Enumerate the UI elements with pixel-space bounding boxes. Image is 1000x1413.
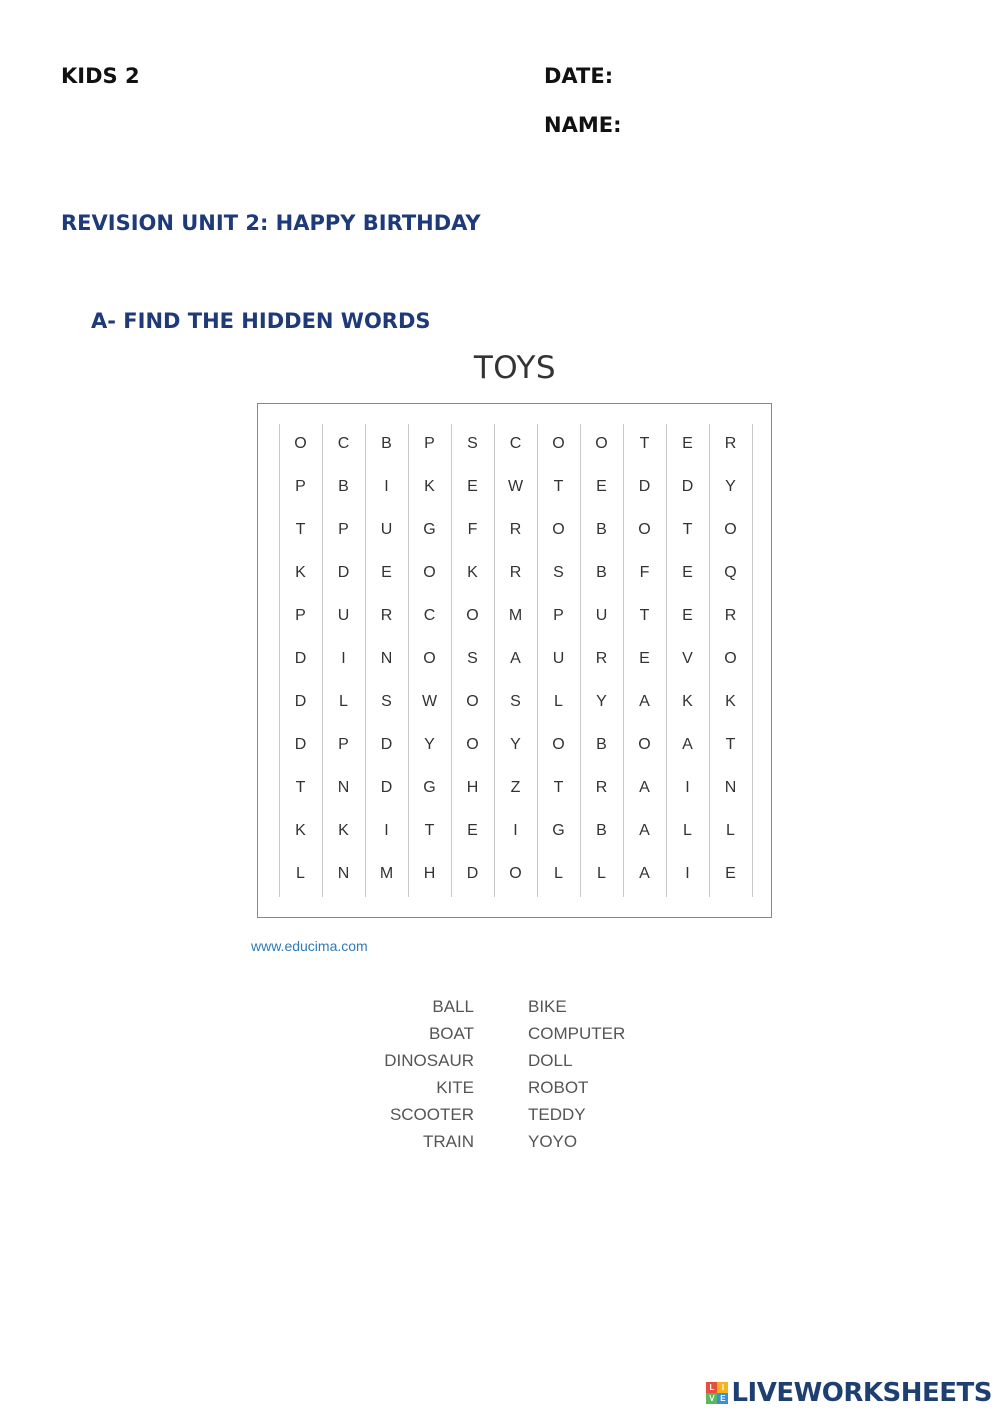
grid-letter[interactable]: W: [421, 693, 438, 710]
grid-letter[interactable]: O: [423, 650, 436, 667]
grid-letter[interactable]: G: [552, 822, 565, 839]
grid-letter[interactable]: K: [725, 693, 736, 710]
grid-letter[interactable]: F: [639, 564, 650, 581]
logo-square: I: [717, 1382, 728, 1393]
grid-letter[interactable]: K: [682, 693, 693, 710]
grid-letter[interactable]: I: [341, 650, 346, 667]
grid-letter[interactable]: E: [467, 822, 478, 839]
grid-letter[interactable]: P: [424, 435, 435, 452]
grid-letter[interactable]: K: [338, 822, 349, 839]
grid-letter[interactable]: G: [423, 779, 436, 796]
grid-letter[interactable]: P: [295, 478, 306, 495]
grid-letter[interactable]: O: [724, 521, 737, 538]
grid-letter[interactable]: E: [725, 865, 736, 882]
logo-text: LIVEWORKSHEETS: [731, 1378, 992, 1408]
logo-square: E: [717, 1393, 728, 1404]
grid-letter[interactable]: O: [638, 736, 651, 753]
grid-letter[interactable]: O: [552, 521, 565, 538]
grid-letter[interactable]: E: [682, 607, 693, 624]
word-search-grid: [279, 424, 751, 897]
grid-letter[interactable]: R: [509, 564, 522, 581]
grid-letter[interactable]: L: [296, 865, 305, 882]
grid-letter[interactable]: E: [596, 478, 607, 495]
grid-letter[interactable]: B: [596, 564, 607, 581]
grid-letter[interactable]: D: [294, 650, 307, 667]
grid-letter[interactable]: F: [467, 521, 478, 538]
grid-letter[interactable]: D: [466, 865, 479, 882]
grid-letter[interactable]: E: [467, 478, 478, 495]
date-label: DATE:: [544, 64, 614, 88]
grid-letter[interactable]: T: [424, 822, 435, 839]
word-list-item: BIKE: [528, 997, 567, 1016]
grid-letter[interactable]: L: [683, 822, 692, 839]
grid-letter[interactable]: O: [466, 693, 479, 710]
word-list-item: DINOSAUR: [384, 1051, 474, 1070]
grid-letter[interactable]: S: [553, 564, 564, 581]
grid-letter[interactable]: L: [554, 693, 563, 710]
grid-letter[interactable]: N: [380, 650, 393, 667]
word-list-item: YOYO: [528, 1132, 578, 1151]
grid-letter[interactable]: M: [379, 865, 394, 882]
word-list-item: ROBOT: [528, 1078, 589, 1097]
grid-letter[interactable]: D: [681, 478, 694, 495]
grid-letter[interactable]: H: [423, 865, 436, 882]
grid-letter[interactable]: E: [682, 435, 693, 452]
grid-letter[interactable]: T: [725, 736, 736, 753]
word-list-item: BOAT: [428, 1024, 474, 1043]
grid-letter[interactable]: S: [381, 693, 392, 710]
grid-letter[interactable]: R: [724, 435, 737, 452]
grid-letter[interactable]: R: [595, 779, 608, 796]
grid-letter[interactable]: N: [337, 865, 350, 882]
grid-letter[interactable]: T: [639, 435, 650, 452]
grid-letter[interactable]: A: [682, 736, 693, 753]
grid-letter[interactable]: I: [685, 865, 690, 882]
grid-letter[interactable]: L: [726, 822, 735, 839]
word-list-item: DOLL: [528, 1051, 573, 1070]
logo-square: V: [706, 1393, 717, 1404]
grid-letter[interactable]: L: [554, 865, 563, 882]
grid-letter[interactable]: O: [724, 650, 737, 667]
liveworksheets-logo: [706, 1376, 992, 1410]
grid-letter[interactable]: M: [508, 607, 523, 624]
grid-letter[interactable]: O: [595, 435, 608, 452]
grid-letter[interactable]: P: [338, 521, 349, 538]
grid-letter[interactable]: Z: [510, 779, 521, 796]
grid-letter[interactable]: T: [553, 478, 564, 495]
grid-letter[interactable]: W: [507, 478, 524, 495]
grid-letter[interactable]: N: [724, 779, 737, 796]
grid-letter[interactable]: U: [337, 607, 350, 624]
grid-letter[interactable]: Q: [724, 564, 737, 581]
grid-letter[interactable]: B: [596, 521, 607, 538]
grid-letter[interactable]: T: [682, 521, 693, 538]
grid-letter[interactable]: E: [381, 564, 392, 581]
grid-letter[interactable]: D: [380, 736, 393, 753]
grid-letter[interactable]: B: [596, 736, 607, 753]
grid-letter[interactable]: R: [509, 521, 522, 538]
grid-letter[interactable]: O: [294, 435, 307, 452]
word-list-item: SCOOTER: [389, 1105, 474, 1124]
word-list-item: KITE: [436, 1078, 474, 1097]
grid-letter[interactable]: Y: [725, 478, 736, 495]
grid-letter[interactable]: A: [639, 779, 650, 796]
grid-letter[interactable]: L: [339, 693, 348, 710]
grid-letter[interactable]: P: [338, 736, 349, 753]
grid-letter[interactable]: S: [510, 693, 521, 710]
grid-letter[interactable]: C: [423, 607, 436, 624]
grid-letter[interactable]: G: [423, 521, 436, 538]
word-list-item: TEDDY: [528, 1105, 586, 1124]
grid-letter[interactable]: A: [639, 865, 650, 882]
grid-letter[interactable]: O: [552, 736, 565, 753]
grid-letter[interactable]: T: [553, 779, 564, 796]
word-list-item: BALL: [432, 997, 474, 1016]
grid-letter[interactable]: H: [466, 779, 479, 796]
grid-letter[interactable]: S: [467, 435, 478, 452]
grid-letter[interactable]: C: [509, 435, 522, 452]
grid-letter[interactable]: D: [337, 564, 350, 581]
grid-letter[interactable]: U: [380, 521, 393, 538]
grid-letter[interactable]: E: [682, 564, 693, 581]
grid-letter[interactable]: Y: [596, 693, 607, 710]
grid-letter[interactable]: A: [639, 822, 650, 839]
grid-letter[interactable]: Y: [510, 736, 521, 753]
grid-line: [752, 424, 753, 897]
grid-letter[interactable]: R: [724, 607, 737, 624]
grid-letter[interactable]: R: [380, 607, 393, 624]
grid-letter[interactable]: A: [639, 693, 650, 710]
grid-letter[interactable]: S: [467, 650, 478, 667]
class-label: KIDS 2: [61, 64, 140, 88]
logo-square: L: [706, 1382, 717, 1393]
grid-letter[interactable]: D: [380, 779, 393, 796]
puzzle-title: TOYS: [473, 350, 557, 386]
grid-letter[interactable]: K: [467, 564, 478, 581]
grid-letter[interactable]: N: [337, 779, 350, 796]
grid-letter[interactable]: D: [294, 693, 307, 710]
grid-letter[interactable]: O: [552, 435, 565, 452]
grid-letter[interactable]: T: [295, 521, 306, 538]
grid-letter[interactable]: O: [638, 521, 651, 538]
grid-letter[interactable]: E: [639, 650, 650, 667]
section-a-heading: A- FIND THE HIDDEN WORDS: [91, 309, 431, 333]
grid-letter[interactable]: D: [638, 478, 651, 495]
grid-letter[interactable]: B: [596, 822, 607, 839]
grid-letter[interactable]: L: [597, 865, 606, 882]
grid-letter[interactable]: T: [639, 607, 650, 624]
grid-letter[interactable]: B: [338, 478, 349, 495]
grid-letter[interactable]: V: [682, 650, 693, 667]
grid-letter[interactable]: O: [466, 607, 479, 624]
grid-letter[interactable]: K: [295, 822, 306, 839]
word-list-item: COMPUTER: [528, 1024, 626, 1043]
name-label: NAME:: [544, 113, 622, 137]
grid-letter[interactable]: I: [384, 478, 389, 495]
liveworksheets-logo-icon: [706, 1382, 728, 1404]
grid-letter[interactable]: O: [423, 564, 436, 581]
grid-letter[interactable]: B: [381, 435, 392, 452]
grid-letter[interactable]: C: [337, 435, 350, 452]
grid-letter[interactable]: U: [595, 607, 608, 624]
grid-letter[interactable]: U: [552, 650, 565, 667]
grid-letter[interactable]: P: [295, 607, 306, 624]
grid-letter[interactable]: O: [466, 736, 479, 753]
grid-letter[interactable]: A: [510, 650, 521, 667]
grid-letter[interactable]: I: [685, 779, 690, 796]
grid-letter[interactable]: Y: [424, 736, 435, 753]
grid-letter[interactable]: O: [509, 865, 522, 882]
grid-letter[interactable]: I: [384, 822, 389, 839]
grid-letter[interactable]: D: [294, 736, 307, 753]
source-link[interactable]: www.educima.com: [251, 938, 368, 954]
grid-letter[interactable]: P: [553, 607, 564, 624]
grid-letter[interactable]: T: [295, 779, 306, 796]
unit-title: REVISION UNIT 2: HAPPY BIRTHDAY: [61, 211, 481, 235]
grid-letter[interactable]: I: [513, 822, 518, 839]
grid-letter[interactable]: K: [295, 564, 306, 581]
grid-letter[interactable]: R: [595, 650, 608, 667]
word-list-item: TRAIN: [423, 1132, 474, 1151]
grid-letter[interactable]: K: [424, 478, 435, 495]
